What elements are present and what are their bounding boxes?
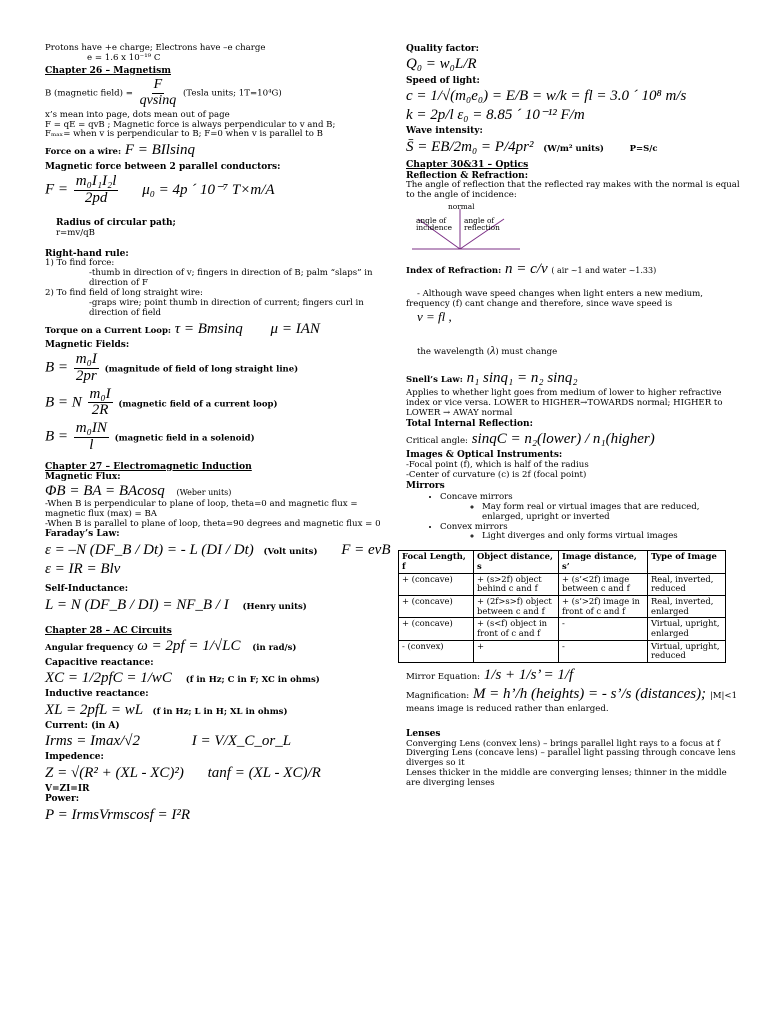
- convex-sub-item: ◦ Light diverges and only forms virtual images: [482, 532, 741, 542]
- quality-factor-equation: Q₀ = w₀L/R: [406, 56, 477, 73]
- quality-factor-heading: Quality factor:: [406, 44, 479, 54]
- list-item-concave: [440, 493, 741, 523]
- angle-incidence-label: angle of incidence: [416, 215, 453, 233]
- faraday-heading: Faraday’s Law:: [45, 529, 120, 540]
- flux-equation: ΦB = BA = BAcosq: [45, 482, 165, 499]
- mf2-fraction: [88, 387, 113, 420]
- impedance-heading: Impedence:: [45, 752, 104, 763]
- pressure-equation: P=S/c: [629, 143, 658, 154]
- force-wire-equation: F = BIlsinq: [124, 142, 195, 159]
- wavenumber-permittivity-equation: k = 2p/l ε₀ = 8.85 ´ 10⁻¹² F/m: [406, 107, 585, 124]
- concave-sub-item: ◦ May form real or virtual images that are reduced, enlarged, upright or inverted: [482, 503, 741, 523]
- field-current-loop: B = N $\frac{\text{m₀I}}{2R}$ (magnetic field of a current loop): [45, 385, 278, 419]
- magnification-note: |M|<1: [709, 691, 738, 702]
- table-cell: Real, inverted, reduced: [648, 573, 726, 595]
- reflection-diagram: [410, 203, 522, 257]
- table-row: [399, 573, 726, 595]
- parallel-conductors-heading: Magnetic force between 2 parallel conductors:: [45, 161, 281, 172]
- torque-equation: τ = Bmsinq: [174, 320, 243, 337]
- curvature-note: -Center of curvature (c) is 2f (focal point): [406, 469, 587, 480]
- list-item-convex: [440, 523, 741, 543]
- wave-speed-text: [406, 280, 741, 334]
- faraday-line: [45, 542, 400, 559]
- table-cell: Virtual, upright, reduced: [648, 640, 726, 662]
- faraday-equation: ε = –N (DF_B / Dt) = - L (DI / Dt): [45, 541, 254, 558]
- angular-frequency-line: [45, 638, 400, 655]
- phase-angle-equation: tanf = (XL - XC)/R: [207, 764, 321, 781]
- field-solenoid: B = $\frac{\text{m₀IN}}{l}$ (magnetic field in a solenoid): [45, 420, 255, 453]
- b-field-fraction: [138, 78, 179, 108]
- table-header-row: [399, 551, 726, 573]
- mf3-note: (magnetic field in a solenoid): [114, 433, 255, 444]
- critical-angle-equation: sinqC = n₂(lower) / n₁(higher): [471, 431, 655, 448]
- table-cell: + (s’>2f) image in front of c and f: [559, 595, 648, 617]
- v-equals-f-lambda: v = fl ,: [416, 308, 452, 324]
- magnification-text: means image is reduced rather than enlarged.: [406, 704, 609, 715]
- inductive-line: [45, 702, 400, 719]
- capacitive-equation: XC = 1/2pfC = 1/wC: [45, 670, 172, 687]
- table-cell: +: [474, 640, 559, 662]
- mirrors-list: [406, 493, 741, 542]
- table-cell: + (concave): [399, 618, 474, 640]
- focal-point-note: -Focal point (f), which is half of the radius: [406, 459, 589, 470]
- radius-line: [45, 208, 400, 249]
- critical-angle-line: [406, 431, 741, 448]
- lambda-symbol: λ: [490, 343, 496, 358]
- table-header: Image distance, s’: [559, 551, 648, 573]
- current-line: [45, 733, 400, 750]
- snell-line: [406, 370, 741, 387]
- mf3-numerator: m₀IN: [75, 420, 107, 437]
- table-cell: -: [559, 640, 648, 662]
- parallel-fraction: [74, 174, 119, 207]
- self-inductance-equation: L = N (DF_B / DI) = NF_B / I: [45, 596, 229, 613]
- power-heading: Power:: [45, 794, 80, 805]
- self-inductance-heading: Self-Inductance:: [45, 584, 129, 595]
- field-straight-wire: B = $\frac{\text{m₀I}}{2pr}$ (magnitude of field of long straight line): [45, 351, 299, 384]
- power-equation: P = IrmsVrmscosf = I²R: [45, 806, 191, 823]
- rhr-item-1: 1) To find force:: [45, 258, 115, 269]
- current-heading: Current: (in A): [45, 720, 120, 731]
- flux-units: (Weber units): [176, 487, 232, 497]
- b-field-definition: [45, 78, 400, 108]
- flux-perpendicular-note: -When B is perpendicular to plane of loop, theta=0 and magnetic flux = magnetic flux (max) = BA: [45, 498, 361, 519]
- b-field-denominator: qvsinq: [139, 93, 177, 109]
- magnification-equation: M = h’/h (heights) = - s’/s (distances);: [472, 686, 707, 703]
- radius-equation: r=mv/qB: [55, 228, 95, 239]
- force-on-wire: [45, 142, 400, 159]
- critical-angle-label: Critical angle:: [406, 436, 468, 447]
- left-column: [45, 44, 400, 826]
- table-cell: + (concave): [399, 595, 474, 617]
- table-cell: Real, inverted, enlarged: [648, 595, 726, 617]
- index-refraction-line: [406, 261, 741, 278]
- convex-sublist: [440, 532, 741, 542]
- capacitive-heading: Capacitive reactance:: [45, 657, 154, 668]
- parallel-numerator: m₀I₁I₂l: [75, 172, 117, 189]
- b-field-note: (Tesla units; 1T=10⁴G): [182, 89, 282, 100]
- magnetic-fields-heading: Magnetic Fields:: [45, 339, 130, 350]
- reflection-refraction-heading: Reflection & Refraction:: [406, 170, 529, 181]
- table-cell: - (convex): [399, 640, 474, 662]
- mf1-denominator: 2pr: [75, 367, 97, 384]
- images-heading: Images & Optical Instruments:: [406, 450, 563, 461]
- snell-text: Applies to whether light goes from medium of lower to higher refractive index or vice versa. LOWER to HIGHER→TOWARDS normal; HIGHER to LOWER → AWAY normal: [406, 388, 726, 419]
- motional-force-equation: F = evB: [341, 541, 391, 558]
- magnification-line: [406, 686, 741, 703]
- table-header: Type of Image: [648, 551, 726, 573]
- parallel-denominator: 2pd: [84, 189, 108, 206]
- impedance-equation: Z = √(R² + (XL - XC)²): [45, 764, 184, 781]
- mu-zero-value: μ₀ = 4p ´ 10⁻⁷ T×m/A: [142, 181, 275, 198]
- table-header: Focal Length, f: [399, 551, 474, 573]
- chapter-27-heading: Chapter 27 – Electromagnetic Induction: [45, 460, 252, 472]
- index-refraction-note: ( air ~1 and water ~1.33): [551, 265, 657, 275]
- concave-sublist: [440, 503, 741, 523]
- mf3-fraction: [74, 421, 109, 454]
- mf1-note: (magnitude of field of long straight line): [104, 364, 299, 375]
- wave-intensity-units: (W/m² units): [543, 143, 604, 154]
- self-inductance-units: (Henry units): [242, 601, 307, 612]
- current-reactance-equation: I = V/X_C_or_L: [191, 733, 292, 750]
- parallel-conductors-equation: [45, 174, 400, 207]
- inductive-equation: XL = 2pfL = wL: [45, 701, 143, 718]
- rhr-item-2a: -graps wire; point thumb in direction of current; fingers curl in direction of field: [89, 297, 367, 318]
- table-cell: + (s<f) object in front of c and f: [474, 618, 559, 640]
- mf1-fraction: [74, 352, 99, 385]
- normal-label: normal: [448, 201, 475, 211]
- index-refraction-equation: n = c/v: [505, 260, 548, 277]
- motional-emf-equation: ε = IR = Blv: [45, 561, 121, 577]
- wave-speed-text-body: - Although wave speed changes when light enters a new medium, frequency (f) cant change and therefore, since wave speed is: [406, 288, 706, 309]
- wave-intensity-equation: S̄ = EB/2m₀ = P/4pr²: [406, 138, 534, 155]
- intro-e-value: e = 1.6 x 10⁻¹⁹ C: [87, 52, 161, 63]
- rhr-item-2: 2) To find field of long straight wire:: [45, 287, 203, 298]
- wavelength-text-b: ) must change: [495, 347, 558, 358]
- rhr-item-1a: -thumb in direction of v; fingers in direction of B; palm “slaps” in direction of F: [89, 268, 376, 289]
- table-row: [399, 595, 726, 617]
- speed-of-light-equation: c = 1/√(m₀e₀) = E/B = w/k = fl = 3.0 ´ 10⁸ m/s: [406, 87, 687, 104]
- lenses-heading: Lenses: [406, 729, 441, 740]
- speed-of-light-heading: Speed of light:: [406, 75, 480, 86]
- wave-intensity-line: [406, 139, 741, 156]
- capacitive-units: (f in Hz; C in F; XC in ohms): [185, 675, 320, 686]
- table-cell: -: [559, 618, 648, 640]
- mirror-table: [398, 550, 726, 663]
- angular-frequency-units: (in rad/s): [252, 643, 297, 654]
- chapter-28-heading: Chapter 28 – AC Circuits: [45, 624, 172, 636]
- flux-heading: Magnetic Flux:: [45, 472, 121, 483]
- table-cell: + (2f>s>f) object between c and f: [474, 595, 559, 617]
- chapter-26-heading: Chapter 26 – Magnetism: [45, 64, 171, 76]
- inductive-heading: Inductive reactance:: [45, 689, 149, 700]
- b-field-label: B (magnetic field) =: [45, 89, 133, 100]
- parallel-lhs: F =: [45, 181, 69, 198]
- table-cell: + (s’<2f) image between c and f: [559, 573, 648, 595]
- wave-intensity-heading: Wave intensity:: [406, 126, 483, 137]
- angular-frequency-equation: ω = 2pf = 1/√LC: [137, 638, 241, 655]
- table-row: [399, 640, 726, 662]
- force-qvb-note: F = qE = qvB ; Magnetic force is always perpendicular to v and B;: [45, 119, 336, 130]
- angular-frequency-heading: Angular frequency: [45, 643, 134, 654]
- inductive-units: (f in Hz; L in H; XL in ohms): [152, 706, 288, 717]
- angle-reflection-label: angle of reflection: [464, 215, 500, 233]
- intro-charges: Protons have +e charge; Electrons have –e charge: [45, 43, 266, 53]
- mf2-denominator: 2R: [91, 402, 109, 419]
- mirror-equation-label: Mirror Equation:: [406, 671, 481, 682]
- magnification-label: Magnification:: [406, 691, 470, 702]
- table-cell: + (concave): [399, 573, 474, 595]
- snell-heading: Snell’s Law:: [406, 375, 463, 386]
- table-header: Object distance, s: [474, 551, 559, 573]
- table-cell: + (s>2f) object behind c and f: [474, 573, 559, 595]
- flux-parallel-note: -When B is parallel to plane of loop, theta=90 degrees and magnetic flux = 0: [45, 518, 381, 529]
- radius-heading: Radius of circular path;: [55, 218, 176, 229]
- mirrors-heading: Mirrors: [406, 480, 445, 491]
- convex-label: Convex mirrors: [440, 521, 508, 532]
- wavelength-text-a: the wavelength (: [416, 347, 491, 358]
- mf2-numerator: m₀I: [89, 385, 111, 402]
- right-column: [402, 44, 743, 789]
- tir-heading: Total Internal Reflection:: [406, 418, 533, 429]
- lens-thickness-note: Lenses thicker in the middle are converging lenses; thinner in the middle are diverging lenses: [406, 768, 730, 789]
- b-field-numerator: F: [153, 77, 163, 93]
- converging-lens-note: Converging Lens (convex lens) – brings parallel light rays to a focus at f: [406, 738, 721, 749]
- mirror-equation: 1/s + 1/s’ = 1/f: [483, 666, 574, 683]
- torque-heading: Torque on a Current Loop:: [45, 325, 172, 336]
- self-inductance-line: [45, 597, 400, 614]
- reflection-text: The angle of reflection that the reflected ray makes with the normal is equal to the angle of incidence:: [406, 179, 743, 200]
- mf1-numerator: m₀I: [75, 351, 97, 368]
- table-cell: Virtual, upright, enlarged: [648, 618, 726, 640]
- concave-label: Concave mirrors: [440, 491, 513, 502]
- xs-dots-note: x’s mean into page, dots mean out of page: [45, 109, 230, 120]
- v-zi-ir: V=ZI=IR: [45, 784, 90, 795]
- diverging-lens-note: Diverging Lens (concave lens) – parallel light passing through concave lens diverges so it: [406, 748, 739, 769]
- table-row: [399, 618, 726, 640]
- fmax-note: Fₘₐₓ= when v is perpendicular to B; F=0 when v is parallel to B: [45, 129, 323, 140]
- mf3-denominator: l: [89, 436, 94, 453]
- magnetic-moment-equation: μ = IAN: [270, 320, 320, 337]
- rms-current-equation: Irms = Imax/√2: [45, 733, 141, 750]
- wavelength-text: [406, 334, 741, 368]
- torque-line: [45, 321, 400, 338]
- impedance-line: [45, 765, 400, 782]
- index-refraction-heading: Index of Refraction:: [406, 265, 502, 276]
- mf2-note: (magnetic field of a current loop): [118, 399, 278, 410]
- capacitive-line: [45, 670, 400, 687]
- rhr-heading: Right-hand rule:: [45, 248, 129, 259]
- flux-line: [45, 483, 400, 500]
- faraday-units: (Volt units): [263, 546, 318, 557]
- mirror-equation-line: [406, 667, 741, 684]
- snell-equation: n₁ sinq₁ = n₂ sinq₂: [466, 370, 578, 387]
- force-wire-heading: Force on a wire:: [45, 147, 122, 158]
- chapter-30-31-heading: Chapter 30&31 – Optics: [406, 159, 529, 171]
